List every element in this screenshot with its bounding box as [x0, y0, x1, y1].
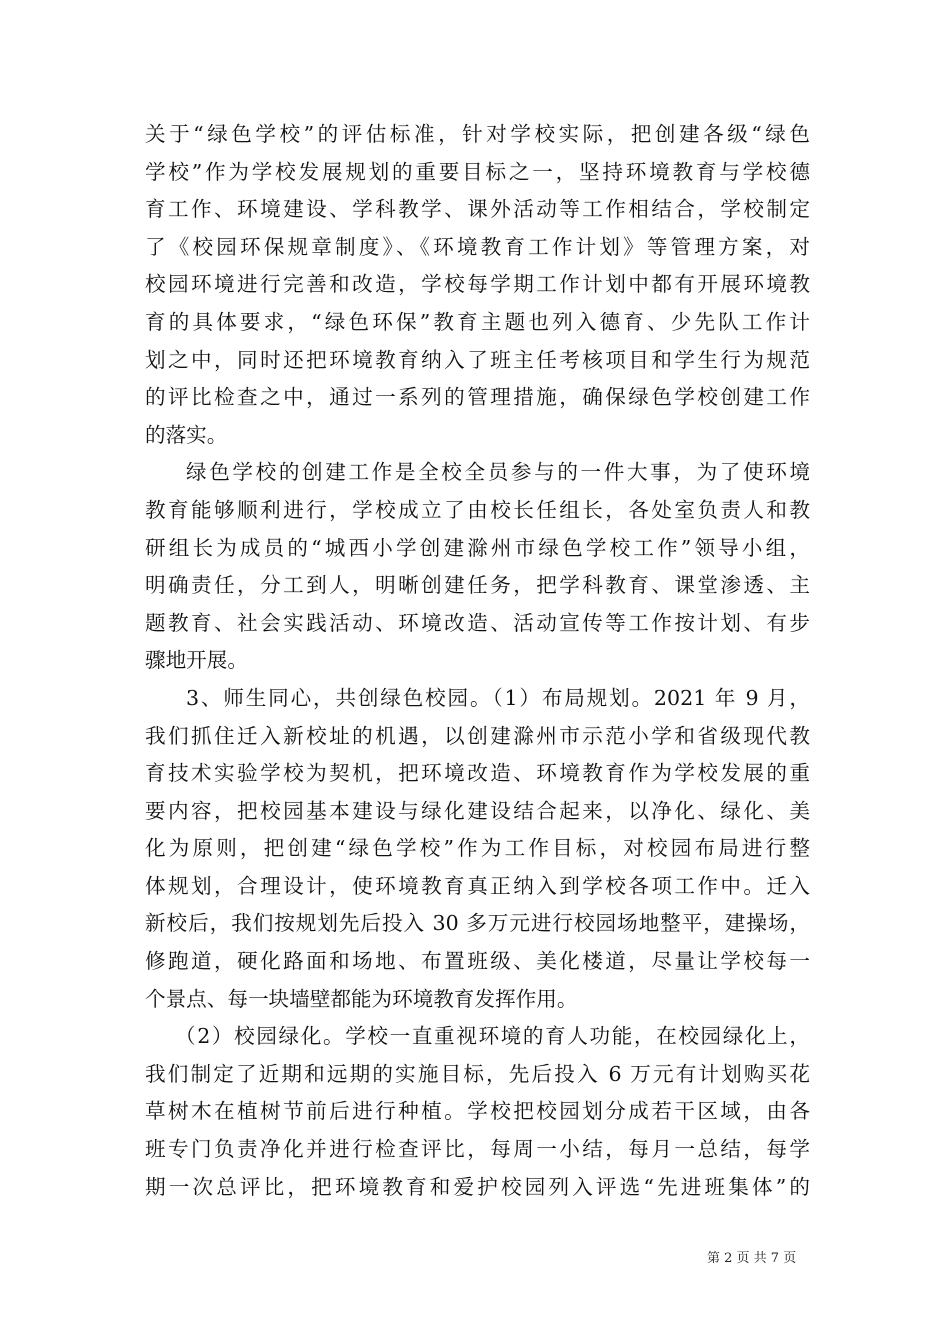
text-line: 个景点、每一块墙壁都能为环境教育发挥作用。 [145, 986, 578, 1011]
page-number: 第 2 页 共 7 页 [707, 1251, 797, 1266]
text-line: 育的具体要求，“绿色环保”教育主题也列入德育、少先队工作计 [145, 309, 810, 334]
text-line: 我们抓住迁入新校址的机遇，以创建滁州市示范小学和省级现代教 [145, 723, 810, 748]
text-line: 修跑道，硬化路面和场地、布置班级、美化楼道，尽量让学校每一 [145, 949, 810, 974]
text-line: 题教育、社会实践活动、环境改造、活动宣传等工作按计划、有步 [145, 610, 810, 635]
text-line: 学校”作为学校发展规划的重要目标之一，坚持环境教育与学校德 [145, 159, 810, 184]
text-line: 校园环境进行完善和改造，学校每学期工作计划中都有开展环境教 [145, 272, 810, 297]
text-line: 期一次总评比，把环境教育和爱护校园列入评选“先进班集体”的 [145, 1174, 810, 1199]
text-line: 的评比检查之中，通过一系列的管理措施，确保绿色学校创建工作 [145, 385, 810, 410]
text-line: 新校后，我们按规划先后投入 30 多万元进行校园场地整平，建操场， [145, 911, 810, 936]
text-line: 育工作、环境建设、学科教学、课外活动等工作相结合，学校制定 [145, 197, 810, 222]
text-line: 我们制定了近期和远期的实施目标，先后投入 6 万元有计划购买花 [145, 1061, 810, 1086]
text-line: 研组长为成员的“城西小学创建滁州市绿色学校工作”领导小组， [145, 535, 810, 560]
text-line: 骤地开展。 [145, 648, 248, 673]
text-line: 关于“绿色学校”的评估标准，针对学校实际，把创建各级“绿色 [145, 122, 810, 146]
text-line: 体规划，合理设计，使环境教育真正纳入到学校各项工作中。迁入 [145, 873, 810, 898]
text-line: 的落实。 [145, 422, 228, 447]
text-line: 化为原则，把创建“绿色学校”作为工作目标，对校园布局进行整 [145, 836, 810, 861]
text-line: 要内容，把校园基本建设与绿化建设结合起来，以净化、绿化、美 [145, 798, 810, 823]
text-line: 班专门负责净化并进行检查评比，每周一小结，每月一总结，每学 [145, 1137, 810, 1162]
text-line: 绿色学校的创建工作是全校全员参与的一件大事，为了使环境 [186, 460, 810, 485]
text-line: 教育能够顺利进行，学校成立了由校长任组长，各处室负责人和教 [145, 497, 810, 522]
document-body [145, 116, 810, 1206]
text-line: 明确责任，分工到人，明晰创建任务，把学科教育、课堂渗透、主 [145, 573, 810, 598]
text-line: 了《校园环保规章制度》、《环境教育工作计划》等管理方案，对 [145, 234, 810, 259]
text-line: （2）校园绿化。学校一直重视环境的育人功能，在校园绿化上， [175, 1024, 810, 1049]
text-line: 草树木在植树节前后进行种植。学校把校园划分成若干区域，由各 [145, 1099, 810, 1124]
text-line: 育技术实验学校为契机，把环境改造、环境教育作为学校发展的重 [145, 761, 810, 786]
text-line: 划之中，同时还把环境教育纳入了班主任考核项目和学生行为规范 [145, 347, 810, 372]
text-line: 3、师生同心，共创绿色校园。（1）布局规划。2021 年 9 月， [186, 685, 810, 710]
